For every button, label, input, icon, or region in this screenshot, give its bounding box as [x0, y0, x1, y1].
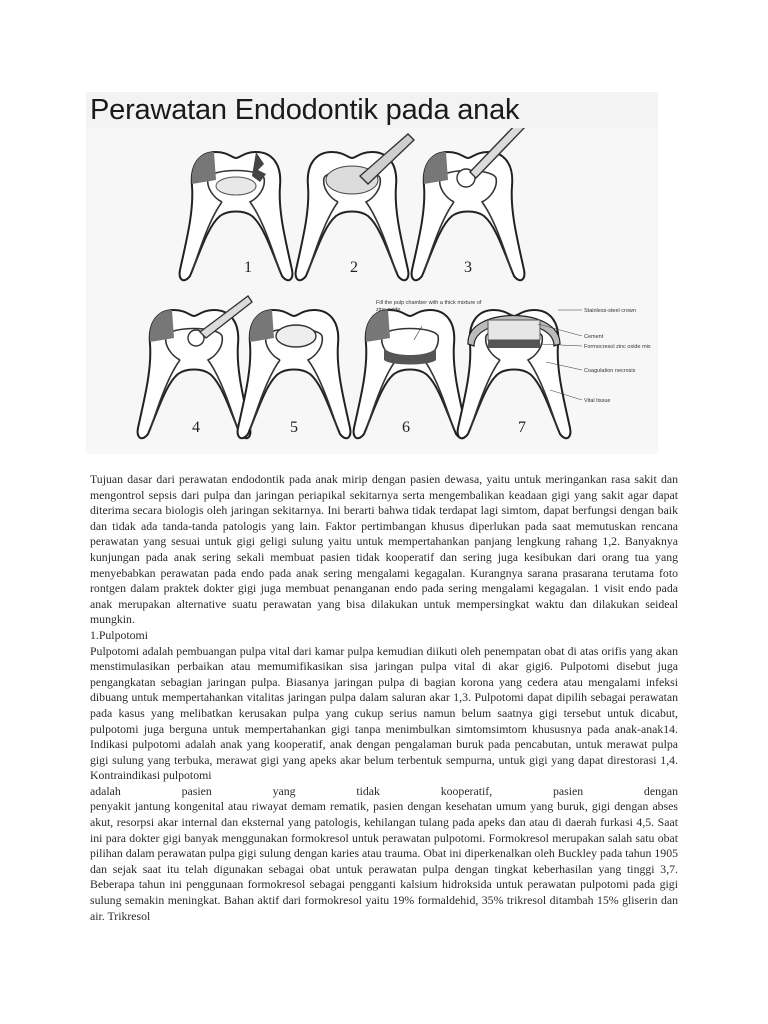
- tooth-step-4: [138, 296, 252, 438]
- label-stainless-steel-crown: Stainless-steel crown: [584, 308, 636, 314]
- pulpotomi-paragraph: Pulpotomi adalah pembuangan pulpa vital dari kamar pulpa kemudian diikuti oleh penempatan obat di atas orifis yang akan menstimulasikan perbaikan atau memumifikasikan sisa jaringan pulpa vital di akar gigi6. Pulpotomi disebut juga pengangkatan sebagian jaringan pulpa. Biasanya jaringan pulpa di bagian korona yang cedera atau mengalami infeksi dibuang untuk mempertahankan vitalitas jaringan pulpa dalam saluran akar 1,3. Pulpotomi dapat dipilih sebagai perawatan pada kasus yang melibatkan kerusakan pulpa yang cukup serius namun belum saatnya gigi tersebut untuk dicabut, pulpotomi juga berguna untuk mempertahankan gigi tanpa menimbulkan simtomsimtom khususnya pada anak-anak14. Indikasi pulpotomi adalah anak yang kooperatif, anak dengan pengalaman buruk pada pencabutan, untuk merawat pulpa gigi sulung yang terbuka, merawat gigi yang apeks akar belum terbentuk sempurna, untuk gigi yang dapat direstorasi 1,4. Kontraindikasi pulpotomi: [90, 643, 678, 783]
- step-6-annotation: [376, 300, 486, 330]
- article-body: [90, 472, 678, 924]
- step-number-6: 6: [402, 419, 410, 436]
- step-number-4: 4: [192, 419, 200, 436]
- step-number-1: 1: [244, 259, 252, 276]
- step-number-5: 5: [290, 419, 298, 436]
- step-number-2: 2: [350, 259, 358, 276]
- page-title: Perawatan Endodontik pada anak: [90, 94, 520, 126]
- formokresol-paragraph: penyakit jantung kongenital atau riwayat demam rematik, pasien dengan kesehatan umum yang buruk, gigi dengan abses akut, resorpsi akar internal dan eksternal yang patologis, kehilangan tulang pada apeks dan atau di daerah furkasi 4,5. Saat ini para dokter gigi banyak menggunakan formokresol untuk perawatan pulpotomi. Formokresol merupakan salah satu obat pilihan dalam perawatan pulpa gigi sulung dengan karies atau trauma. Obat ini diperkenalkan oleh Buckley pada tahun 1905 dan sejak saat itu telah digunakan sebagai obat untuk perawatan pulpa dengan tingkat keberhasilan yang tinggi 3,7. Beberapa tahun ini penggunaan formokresol sebagai pengganti kalsium hidroksida untuk perawatan pulpotomi pada gigi sulung semakin meningkat. Bahan aktif dari formokresol yaitu 19% formaldehid, 35% trikresol ditambah 15% gliserin dan air. Trikresol: [90, 799, 678, 923]
- tooth-step-3: [412, 128, 526, 280]
- label-coagulation-necrosis: Coagulation necrosis: [584, 368, 636, 374]
- section-heading-pulpotomi: 1.Pulpotomi: [90, 627, 149, 642]
- label-vital-tissue: Vital tissue: [584, 398, 611, 404]
- step-number-7: 7: [518, 419, 526, 436]
- intro-paragraph: Tujuan dasar dari perawatan endodontik pada anak mirip dengan pasien dewasa, yaitu untuk meringankan rasa sakit dan mengontrol sepsis dari pulpa dan jaringan periapikal sekitarnya serta mengembalikan keadaan gigi yang sakit agar dapat diterima secara biologis oleh jaringan sekitarnya. Ini berarti bahwa tidak terdapat lagi simtom, dapat berfungsi dengan baik dan tidak ada tanda-tanda patologis yang lain. Faktor pertimbangan khusus diperlukan pada saat memutuskan rencana perawatan yang sesuai untuk gigi geligi sulung yaitu untuk mempertahankan panjang lengkung rahang 1,2. Banyaknya kunjungan pada anak sering sekali membuat pasien tidak kooperatif dan sering juga kesibukan dari orang tua yang menyebabkan perawatan pada endo pada anak sering mengalami kegagalan. Kurangnya sarana prasarana terutama foto rontgen dalam praktek dokter gigi juga membuat penanganan endo pada sering mengalami kegagalan. 1 visit endo pada anak merupakan alternative suatu perawatan yang bisa dilakukan untuk mempersingkat waktu dan dilakukan seideal mungkin.: [90, 472, 678, 627]
- label-cement: Cement: [584, 334, 604, 340]
- pulpotomy-steps-diagram: [86, 128, 658, 454]
- step-number-3: 3: [464, 259, 472, 276]
- label-formocresol-zinc-oxide: Formocresol zinc oxide mix: [584, 344, 651, 350]
- tooth-step-1: [180, 152, 293, 280]
- step-6-annotation-text: Fill the pulp chamber with a thick mixture of zinc oxide: [376, 300, 482, 313]
- pulpotomi-contraindication-line: adalah pasien yang tidak kooperatif, pasien dengan: [90, 783, 678, 798]
- pulpotomy-illustration: [86, 128, 658, 454]
